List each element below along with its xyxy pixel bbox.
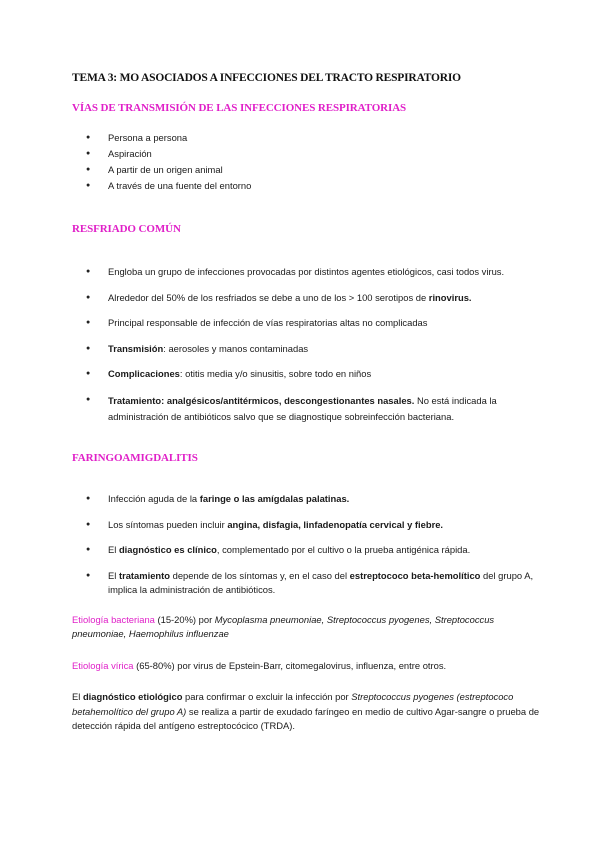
- list-item: ● A partir de un origen animal: [72, 163, 542, 177]
- item-text: Infección aguda de la: [108, 493, 200, 504]
- item-text: depende de los síntomas y, en el caso del: [170, 569, 350, 581]
- paragraph-diagnostico: [72, 690, 542, 734]
- paragraph-text: (15-20%) por: [154, 614, 215, 625]
- paragraph-italic: Mycoplasma pneumoniae, Streptococcus pyogenes, Streptococcus pneumoniae, Haemophilus influenzae: [72, 614, 495, 639]
- list-item: [72, 518, 542, 532]
- item-text: Los síntomas pueden incluir: [108, 518, 228, 530]
- item-text: del grupo A, implica la administración de antibióticos.: [108, 569, 534, 595]
- paragraph-italic: Streptococcus pyogenes (estreptococo betahemolítico del grupo A): [72, 691, 514, 717]
- list-item: [72, 291, 542, 305]
- list-item: [72, 342, 542, 356]
- list-item: [72, 543, 542, 557]
- item-bold: tratamiento: [118, 569, 171, 581]
- item-text: , complementado por el cultivo o la prueba antigénica rápida.: [216, 544, 471, 555]
- etiologia-bacteriana-label: Etiología bacteriana: [72, 614, 155, 625]
- list-item: ● Persona a persona: [72, 131, 542, 145]
- document-title: TEMA 3: MO ASOCIADOS A INFECCIONES DEL TRACTO RESPIRATORIO: [72, 72, 461, 84]
- item-bold: angina, disfagia, linfadenopatía cervical y fiebre.: [227, 518, 444, 530]
- paragraph-etiologia-bacteriana: [72, 613, 542, 641]
- item-text: Alrededor del 50% de los resfriados se debe a uno de los > 100 serotipos de: [108, 291, 429, 303]
- section-heading-transmision: VÍAS DE TRANSMISIÓN DE LAS INFECCIONES RESPIRATORIAS: [72, 102, 407, 114]
- list-item: [72, 367, 542, 381]
- item-text: : aerosoles y manos contaminadas: [163, 342, 309, 354]
- item-text: Principal responsable de infección de vías respiratorias altas no complicadas: [108, 317, 428, 328]
- transmision-list: [72, 131, 542, 193]
- section-heading-resfriado: RESFRIADO COMÚN: [72, 223, 181, 235]
- paragraph-text: El: [72, 691, 83, 702]
- list-item: [72, 569, 542, 597]
- item-bold: rinovirus.: [428, 291, 472, 303]
- paragraph-bold: diagnóstico etiológico: [82, 691, 183, 702]
- paragraph-text: para confirmar o excluir la infección por: [182, 691, 352, 702]
- item-text: No está indicada la administración de antibióticos salvo que se diagnostique sobreinfección bacteriana.: [108, 394, 497, 422]
- list-item: [72, 265, 542, 279]
- item-text: El: [108, 569, 119, 581]
- item-text: El: [108, 544, 119, 555]
- item-text: Engloba un grupo de infecciones provocadas por distintos agentes etiológicos, casi todos virus.: [108, 266, 505, 277]
- item-bold: Tratamiento: analgésicos/antitérmicos, descongestionantes nasales.: [108, 394, 415, 406]
- paragraph-text: se realiza a partir de exudado faríngeo en medio de cultivo Agar-sangre o prueba de detección rápida del antígeno estreptocócico (TRDA).: [72, 705, 540, 731]
- paragraph-etiologia-virica: [72, 659, 542, 673]
- etiologia-virica-label: Etiología vírica: [72, 660, 134, 671]
- item-bold: faringe o las amígdalas palatinas.: [199, 493, 350, 504]
- list-item: [72, 316, 542, 330]
- list-item: ● Aspiración: [72, 147, 542, 161]
- item-bold: estreptococo beta-hemolítico: [349, 569, 481, 581]
- resfriado-list: [72, 265, 542, 425]
- item-bold: Complicaciones: [108, 368, 180, 379]
- list-item: ● A través de una fuente del entorno: [72, 179, 542, 193]
- item-text: : otitis media y/o sinusitis, sobre todo en niños: [179, 368, 372, 379]
- paragraph-text: (65-80%) por virus de Epstein-Barr, citomegalovirus, influenza, entre otros.: [133, 660, 447, 671]
- item-bold: Transmisión: [108, 342, 164, 354]
- faringo-list: [72, 492, 542, 597]
- section-heading-faringoamigdalitis: FARINGOAMIGDALITIS: [72, 452, 198, 464]
- list-item: [72, 393, 542, 425]
- item-bold: diagnóstico es clínico: [118, 544, 217, 555]
- list-item: [72, 492, 542, 506]
